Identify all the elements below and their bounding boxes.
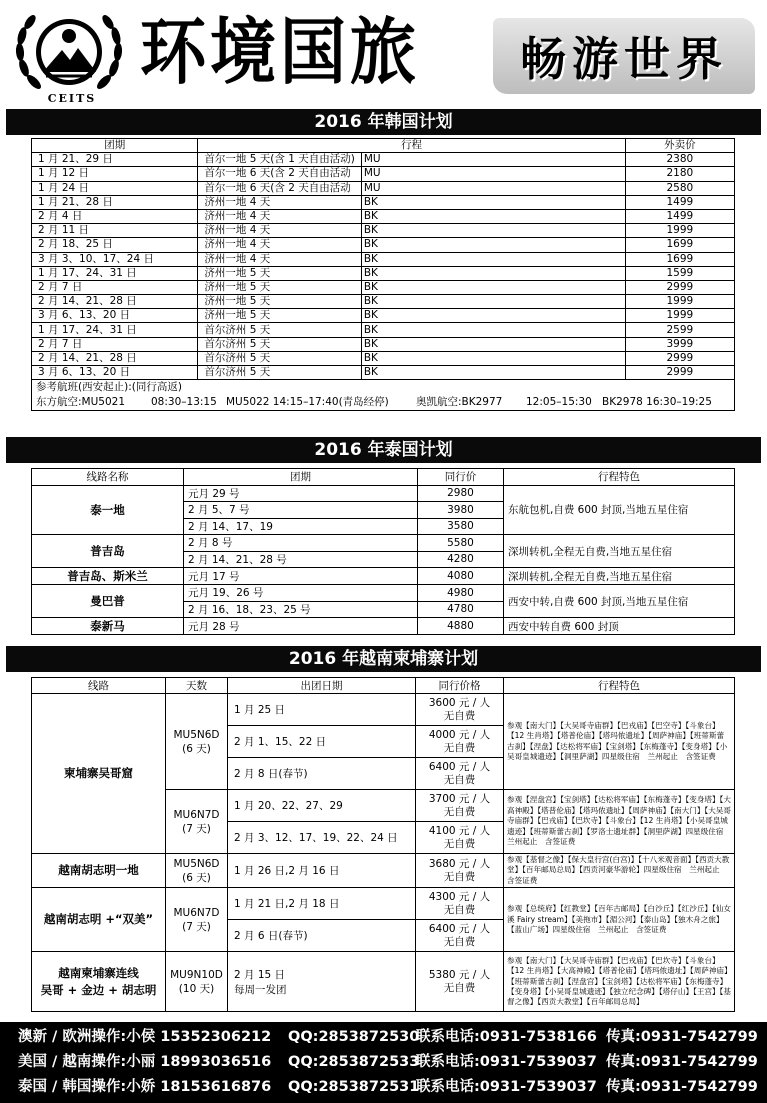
airline-code: BK (361, 195, 625, 209)
table-header-row (32, 469, 735, 486)
vietnam-table (31, 677, 735, 1012)
tour-price (416, 726, 504, 758)
korea-table (31, 138, 735, 380)
table-header-row (32, 678, 735, 694)
table-row (32, 585, 735, 602)
tour-price: 4080 (418, 568, 504, 585)
tour-price: 3980 (418, 502, 504, 519)
airline-code: BK (361, 238, 625, 252)
airline-code: BK (361, 266, 625, 280)
table-row (32, 181, 735, 195)
table-row (32, 337, 735, 351)
route-name (32, 952, 166, 1012)
flight-info: 08:30–13:15 (151, 396, 217, 408)
tour-date (228, 694, 416, 726)
airline-code: MU (361, 181, 625, 195)
day-count: (6 天) (182, 742, 211, 755)
table-row (32, 351, 735, 365)
reference-title: 参考航班(西安起止):(同行高返) (36, 381, 182, 393)
slogan-banner (493, 18, 755, 94)
airline-code: BK (361, 280, 625, 294)
price-value: 3680 元 / 人 (428, 857, 491, 870)
tour-route: 首尔济州 5 天 (198, 366, 361, 380)
contact-region: 美国 / 越南操作:小丽 18993036516 (18, 1054, 272, 1070)
column-header: 天数 (166, 678, 228, 694)
tour-price: 4880 (418, 618, 504, 635)
airline-code: MU (361, 153, 625, 167)
price-value: 4000 元 / 人 (428, 728, 491, 741)
flight-code: MU5N6D (173, 728, 220, 741)
route-name (32, 888, 166, 952)
tour-price: 2980 (418, 485, 504, 502)
table-row (32, 209, 735, 223)
flight-code: MU6N7D (173, 906, 220, 919)
table-header-row (32, 139, 735, 153)
tour-date-line: 1 月 21 日,2 月 18 日 (234, 898, 340, 911)
tour-date: 3 月 6、13、20 日 (32, 366, 198, 380)
tour-date: 3 月 6、13、20 日 (32, 309, 198, 323)
contact-fax: 传真:0931-7542799 (606, 1054, 758, 1070)
route-feature: 参观【总统府】【红教堂】【百年古邮局】【白沙丘】【红沙丘】【仙女溪 Fairy stream】【美拖市】【湄公河】【泰山岛】【独木舟之旅】【蓝山广场】四星级住宿 兰州起止 含签证费 (504, 888, 735, 952)
tour-price: 1999 (625, 295, 734, 309)
tour-route: 首尔济州 5 天 (198, 323, 361, 337)
tour-date: 2 月 14、17、19 (184, 518, 418, 535)
airline-code: BK (361, 295, 625, 309)
tour-date: 1 月 21、29 日 (32, 153, 198, 167)
tour-date-line: 2 月 3、12、17、19、22、24 日 (234, 832, 398, 844)
vietnam-section-title: 2016 年越南柬埔寨计划 (6, 646, 761, 672)
flight-code: MU5N6D (173, 857, 220, 870)
airline-code: BK (361, 351, 625, 365)
tour-price: 2180 (625, 167, 734, 181)
tour-price: 5580 (418, 535, 504, 552)
contact-qq: QQ:2853872531 (288, 1079, 420, 1095)
table-row (32, 224, 735, 238)
route-name-line: 越南胡志明 +“双美” (43, 912, 154, 927)
tour-route: 首尔一地 5 天(含 1 天自由活动) (198, 153, 361, 167)
tour-price (416, 790, 504, 822)
price-value: 4100 元 / 人 (428, 824, 491, 837)
flight-days (166, 790, 228, 854)
day-count: (10 天) (178, 982, 215, 995)
tour-route: 济州一地 4 天 (198, 224, 361, 238)
tour-date: 元月 28 号 (184, 618, 418, 635)
column-header: 线路名称 (32, 469, 184, 486)
table-row (32, 694, 735, 726)
column-header: 行程特色 (504, 678, 735, 694)
column-header: 同行价 (418, 469, 504, 486)
route-name: 普吉岛 (32, 535, 184, 568)
airline-code: BK (361, 224, 625, 238)
column-header: 线路 (32, 678, 166, 694)
contact-tel: 联系电话:0931-7538166 (416, 1029, 597, 1045)
table-row (32, 195, 735, 209)
tour-price: 3580 (418, 518, 504, 535)
table-row (32, 952, 735, 1012)
reference-flights (31, 380, 735, 411)
flight-days (166, 952, 228, 1012)
brand-title: 环境国旅 (140, 10, 420, 94)
tour-price: 2580 (625, 181, 734, 195)
tour-route: 济州一地 5 天 (198, 280, 361, 294)
table-row (32, 535, 735, 552)
tour-route: 济州一地 4 天 (198, 252, 361, 266)
no-self-pay-label: 无自费 (443, 903, 476, 916)
flight-days (166, 888, 228, 952)
no-self-pay-label: 无自费 (443, 870, 476, 883)
slogan-text: 畅游世界 (520, 32, 728, 86)
tour-price (416, 854, 504, 888)
tour-date: 元月 29 号 (184, 485, 418, 502)
tour-date: 2 月 7 日 (32, 337, 198, 351)
column-header: 外卖价 (625, 139, 734, 153)
tour-date-line: 2 月 1、15、22 日 (234, 736, 327, 748)
tour-date (228, 888, 416, 920)
flight-info: BK2978 16:30–19:25 (602, 396, 712, 408)
no-self-pay-label: 无自费 (443, 805, 476, 818)
no-self-pay-label: 无自费 (443, 981, 476, 994)
day-count: (6 天) (182, 871, 211, 884)
airline-code: BK (361, 252, 625, 266)
flight-code: MU9N10D (170, 968, 223, 981)
column-header: 同行价格 (416, 678, 504, 694)
tour-route: 首尔济州 5 天 (198, 337, 361, 351)
tour-date: 1 月 24 日 (32, 181, 198, 195)
contact-footer (0, 1022, 767, 1103)
tour-date: 2 月 16、18、23、25 号 (184, 601, 418, 618)
route-feature: 深圳转机,全程无自费,当地五星住宿 (504, 568, 735, 585)
tour-price: 2599 (625, 323, 734, 337)
tour-date (228, 758, 416, 790)
table-row (32, 854, 735, 888)
tour-date (228, 790, 416, 822)
thai-section-title: 2016 年泰国计划 (6, 437, 761, 463)
flight-code: MU6N7D (173, 808, 220, 821)
table-row (32, 252, 735, 266)
tour-date (228, 920, 416, 952)
tour-date-line: 1 月 26 日,2 月 16 日 (234, 865, 340, 878)
tour-route: 济州一地 4 天 (198, 209, 361, 223)
tour-price: 1999 (625, 309, 734, 323)
airline-code: BK (361, 209, 625, 223)
flight-info: 东方航空:MU5021 (36, 396, 126, 408)
tour-date: 1 月 12 日 (32, 167, 198, 181)
tour-date: 1 月 17、24、31 日 (32, 266, 198, 280)
header (0, 0, 767, 108)
tour-date: 2 月 14、21、28 日 (32, 295, 198, 309)
contact-qq: QQ:2853872533 (288, 1054, 420, 1070)
price-value: 4300 元 / 人 (428, 890, 491, 903)
price-value: 6400 元 / 人 (428, 922, 491, 935)
no-self-pay-label: 无自费 (443, 709, 476, 722)
table-row (32, 618, 735, 635)
route-feature: 东航包机,自费 600 封顶,当地五星住宿 (504, 485, 735, 535)
column-header: 团期 (184, 469, 418, 486)
tour-date: 2 月 14、21、28 号 (184, 551, 418, 568)
tour-price: 2999 (625, 280, 734, 294)
tour-price (416, 822, 504, 854)
tour-date: 2 月 18、25 日 (32, 238, 198, 252)
ceits-logo-icon (10, 6, 128, 106)
tour-date-line: 2 月 8 日(春节) (234, 768, 308, 780)
tour-price (416, 694, 504, 726)
day-count: (7 天) (182, 822, 211, 835)
tour-price (416, 758, 504, 790)
price-value: 5380 元 / 人 (428, 968, 491, 981)
table-row (32, 888, 735, 920)
route-name-line: 柬埔寨吴哥窟 (64, 766, 133, 780)
tour-price: 4980 (418, 585, 504, 602)
route-name-line: 越南胡志明一地 (58, 863, 139, 878)
tour-date: 2 月 4 日 (32, 209, 198, 223)
table-row (32, 485, 735, 502)
tour-price: 3999 (625, 337, 734, 351)
table-row (32, 366, 735, 380)
tour-price: 2380 (625, 153, 734, 167)
route-feature: 参观【涅盘宫】【宝剑塔】【达松将军庙】【东梅蓬寺】【变身塔】【大高神殿】【塔普伦庙】【塔玛侬遗址】【周萨神庙】【南大门】【大吴哥寺庙群】【巴戎庙】【巴坎寺】【斗象台】【12 生肖塔】【小吴哥皇城遗迹】【班蒂斯蕾古刹】【罗洛士遗址群】【洞里萨湖】四星级住宿 兰州起止 含签证费 (504, 790, 735, 854)
contact-region: 泰国 / 韩国操作:小娇 18153616876 (18, 1079, 272, 1095)
no-self-pay-label: 无自费 (443, 741, 476, 754)
tour-price: 2999 (625, 351, 734, 365)
tour-date: 2 月 7 日 (32, 280, 198, 294)
route-feature: 参观【基督之像】【保大皇行宫(白宫)】【十八米观音面】【西贡大教堂】【百年邮局总局】【西贡河豪华游轮】四星级住宿 兰州起止 含签证费 (504, 854, 735, 888)
route-name: 曼巴普 (32, 585, 184, 618)
tour-price: 1499 (625, 195, 734, 209)
tour-route: 济州一地 5 天 (198, 266, 361, 280)
airline-code: BK (361, 366, 625, 380)
tour-route: 首尔济州 5 天 (198, 351, 361, 365)
contact-tel: 联系电话:0931-7539037 (416, 1079, 597, 1095)
tour-route: 首尔一地 6 天(含 2 天自由活动 (198, 167, 361, 181)
tour-route: 济州一地 5 天 (198, 309, 361, 323)
flight-days (166, 854, 228, 888)
airline-code: BK (361, 337, 625, 351)
tour-route: 济州一地 4 天 (198, 195, 361, 209)
no-self-pay-label: 无自费 (443, 837, 476, 850)
route-feature: 西安中转,自费 600 封顶,当地五星住宿 (504, 585, 735, 618)
contact-fax: 传真:0931-7542799 (606, 1079, 758, 1095)
route-name-line: 吴哥 + 金边 + 胡志明 (40, 982, 157, 997)
tour-date: 1 月 17、24、31 日 (32, 323, 198, 337)
route-name (32, 694, 166, 854)
tour-date-line: 2 月 6 日(春节) (234, 930, 308, 943)
tour-date (228, 822, 416, 854)
korea-section-title: 2016 年韩国计划 (6, 109, 761, 135)
column-header: 行程特色 (504, 469, 735, 486)
no-self-pay-label: 无自费 (443, 773, 476, 786)
thai-table (31, 468, 735, 635)
table-row (32, 280, 735, 294)
tour-route: 首尔一地 6 天(含 2 天自由活动 (198, 181, 361, 195)
tour-date: 2 月 8 号 (184, 535, 418, 552)
no-self-pay-label: 无自费 (443, 935, 476, 948)
contact-fax: 传真:0931-7542799 (606, 1029, 758, 1045)
price-value: 3700 元 / 人 (428, 792, 491, 805)
tour-price (416, 920, 504, 952)
route-name-line: 越南柬埔寨连线 (58, 965, 139, 980)
route-feature: 西安中转自费 600 封顶 (504, 618, 735, 635)
tour-date: 2 月 14、21、28 日 (32, 351, 198, 365)
tour-price (416, 888, 504, 920)
table-row (32, 323, 735, 337)
flight-info: MU5022 14:15–17:40(青岛经停) (226, 396, 389, 408)
tour-price: 1499 (625, 209, 734, 223)
route-feature: 参观【南大门】【大吴哥寺庙群】【巴戎庙】【巴坎寺】【斗象台】【12 生肖塔】【大高神殿】【塔普伦庙】【塔玛侬遗址】【周萨神庙】【班蒂斯蕾古刹】【涅盘宫】【宝剑塔】【达松将军庙】【东梅蓬寺】【变身塔】【小吴哥皇城遗迹】【独立纪念碑】【塔仔山】【王宫】【基督之像】【西贡大教堂】【百年邮局总局】 (504, 952, 735, 1012)
tour-price: 1999 (625, 224, 734, 238)
tour-date: 2 月 5、7 号 (184, 502, 418, 519)
table-row (32, 568, 735, 585)
table-row (32, 309, 735, 323)
tour-price: 4280 (418, 551, 504, 568)
airline-code: BK (361, 309, 625, 323)
price-value: 3600 元 / 人 (428, 696, 491, 709)
tour-date: 元月 19、26 号 (184, 585, 418, 602)
tour-date: 2 月 11 日 (32, 224, 198, 238)
tour-date (228, 854, 416, 888)
route-feature: 深圳转机,全程无自费,当地五星住宿 (504, 535, 735, 568)
column-header: 团期 (32, 139, 198, 153)
airline-code: BK (361, 323, 625, 337)
tour-date-line: 1 月 20、22、27、29 (234, 800, 343, 812)
flight-info: 奥凯航空:BK2977 (416, 396, 503, 408)
table-row (32, 266, 735, 280)
table-row (32, 167, 735, 181)
tour-date (228, 952, 416, 1012)
column-header: 行程 (198, 139, 625, 153)
tour-price: 4780 (418, 601, 504, 618)
route-name: 泰新马 (32, 618, 184, 635)
tour-date: 1 月 21、28 日 (32, 195, 198, 209)
tour-route: 济州一地 4 天 (198, 238, 361, 252)
tour-route: 济州一地 5 天 (198, 295, 361, 309)
tour-date-line: 1 月 25 日 (234, 704, 286, 716)
flight-info: 12:05–15:30 (526, 396, 592, 408)
logo-caption: CEITS (47, 92, 97, 105)
table-row (32, 153, 735, 167)
airline-code: MU (361, 167, 625, 181)
price-value: 6400 元 / 人 (428, 760, 491, 773)
tour-date-line: 2 月 15 日 (234, 968, 286, 981)
day-count: (7 天) (182, 920, 211, 933)
flight-days (166, 694, 228, 790)
table-row (32, 295, 735, 309)
tour-date-line: 每周一发团 (234, 983, 287, 996)
contact-region: 澳新 / 欧洲操作:小侯 15352306212 (18, 1029, 272, 1045)
route-name: 普吉岛、斯米兰 (32, 568, 184, 585)
contact-tel: 联系电话:0931-7539037 (416, 1054, 597, 1070)
tour-price: 1699 (625, 252, 734, 266)
contact-qq: QQ:2853872530 (288, 1029, 420, 1045)
route-name (32, 854, 166, 888)
tour-price: 2999 (625, 366, 734, 380)
tour-price: 1599 (625, 266, 734, 280)
tour-date (228, 726, 416, 758)
column-header: 出团日期 (228, 678, 416, 694)
tour-date: 3 月 3、10、17、24 日 (32, 252, 198, 266)
route-name: 泰一地 (32, 485, 184, 535)
tour-date: 元月 17 号 (184, 568, 418, 585)
table-row (32, 238, 735, 252)
route-feature: 参观【南大门】【大吴哥寺庙群】【巴戎庙】【巴空寺】【斗象台】【12 生肖塔】【塔普伦庙】【塔玛侬遗址】【周萨神庙】【班蒂斯蕾古刹】【涅盘】【达松将军庙】【宝剑塔】【东梅蓬寺】【变身塔】【小吴哥皇城遗迹】【洞里萨湖】四星级住宿 兰州起止 含签证费 (504, 694, 735, 790)
tour-price (416, 952, 504, 1012)
tour-price: 1699 (625, 238, 734, 252)
